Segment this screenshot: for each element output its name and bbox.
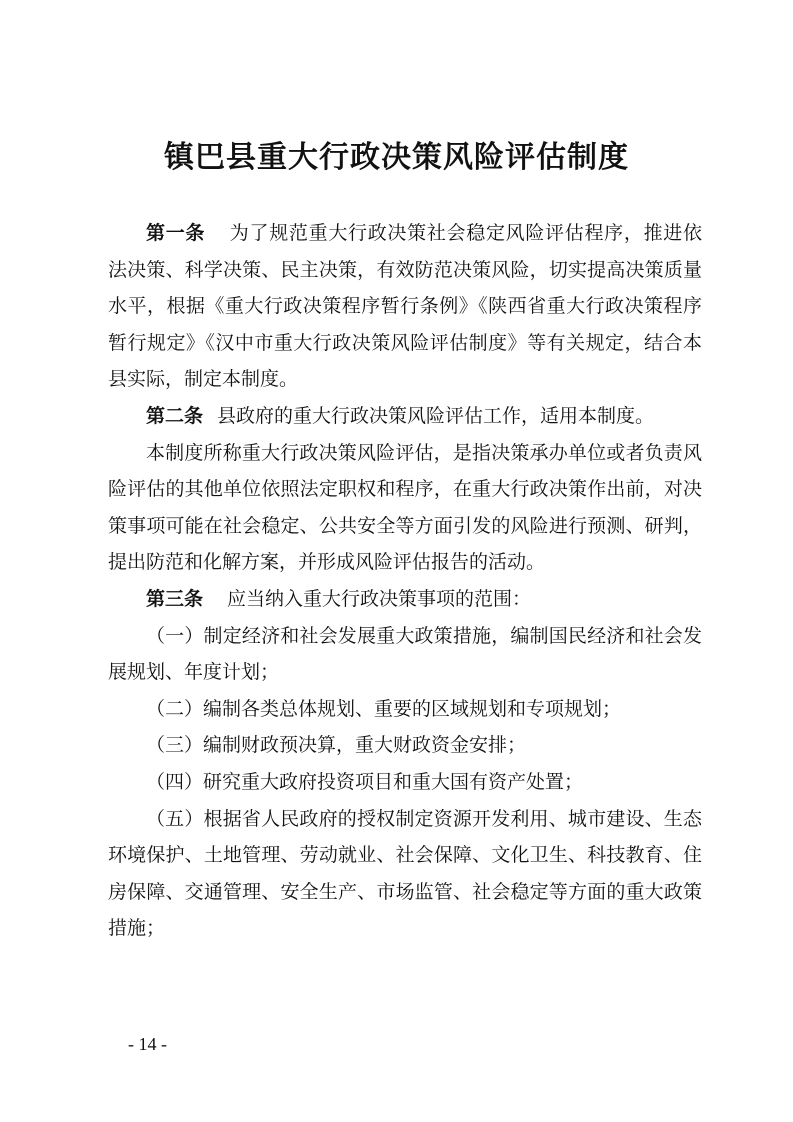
paragraph-text: （三）编制财政预决算，重大财政资金安排； bbox=[146, 734, 527, 757]
article-2-definition-paragraph bbox=[108, 435, 702, 581]
paragraph-text: （五）根据省人民政府的授权制定资源开发利用、城市建设、生态环境保护、土地管理、劳动就业、社会保障、文化卫生、科技教育、住房保障、交通管理、安全生产、市场监管、社会稳定等方面的重大政策措施； bbox=[108, 807, 702, 940]
paragraph-text: 为了规范重大行政决策社会稳定风险评估程序，推进依法决策、科学决策、民主决策，有效防范决策风险，切实提高决策质量水平，根据《重大行政决策程序暂行条例》《陕西省重大行政决策程序暂行规定》《汉中市重大行政决策风险评估制度》等有关规定，结合本县实际，制定本制度。 bbox=[108, 222, 702, 391]
page-number: - 14 - bbox=[128, 1034, 167, 1054]
list-item-4 bbox=[108, 764, 702, 801]
list-item-3 bbox=[108, 727, 702, 764]
paragraph-text: （一）制定经济和社会发展重大政策措施，编制国民经济和社会发展规划、年度计划； bbox=[108, 624, 702, 684]
paragraph-text: 县政府的重大行政决策风险评估工作，适用本制度。 bbox=[217, 404, 655, 427]
article-3-paragraph bbox=[108, 581, 702, 618]
list-item-1 bbox=[108, 618, 702, 691]
article-label: 第二条 bbox=[146, 404, 204, 427]
article-label: 第一条 bbox=[146, 222, 206, 244]
paragraph-text: 本制度所称重大行政决策风险评估，是指决策承办单位或者负责风险评估的其他单位依照法定职权和程序，在重大行政决策作出前，对决策事项可能在社会稳定、公共安全等方面引发的风险进行预测、研判，提出防范和化解方案，并形成风险评估报告的活动。 bbox=[108, 441, 702, 574]
paragraph-text: （四）研究重大政府投资项目和重大国有资产处置； bbox=[146, 770, 584, 793]
list-item-2 bbox=[108, 691, 702, 728]
article-label: 第三条 bbox=[146, 587, 204, 610]
paragraph-text: 应当纳入重大行政决策事项的范围： bbox=[227, 587, 532, 610]
list-item-5 bbox=[108, 801, 702, 947]
article-2-paragraph bbox=[108, 398, 702, 435]
paragraph-text: （二）编制各类总体规划、重要的区域规划和专项规划； bbox=[146, 697, 622, 720]
document-body bbox=[108, 215, 702, 947]
document-title: 镇巴县重大行政决策风险评估制度 bbox=[164, 140, 629, 175]
article-1-paragraph bbox=[108, 215, 702, 398]
